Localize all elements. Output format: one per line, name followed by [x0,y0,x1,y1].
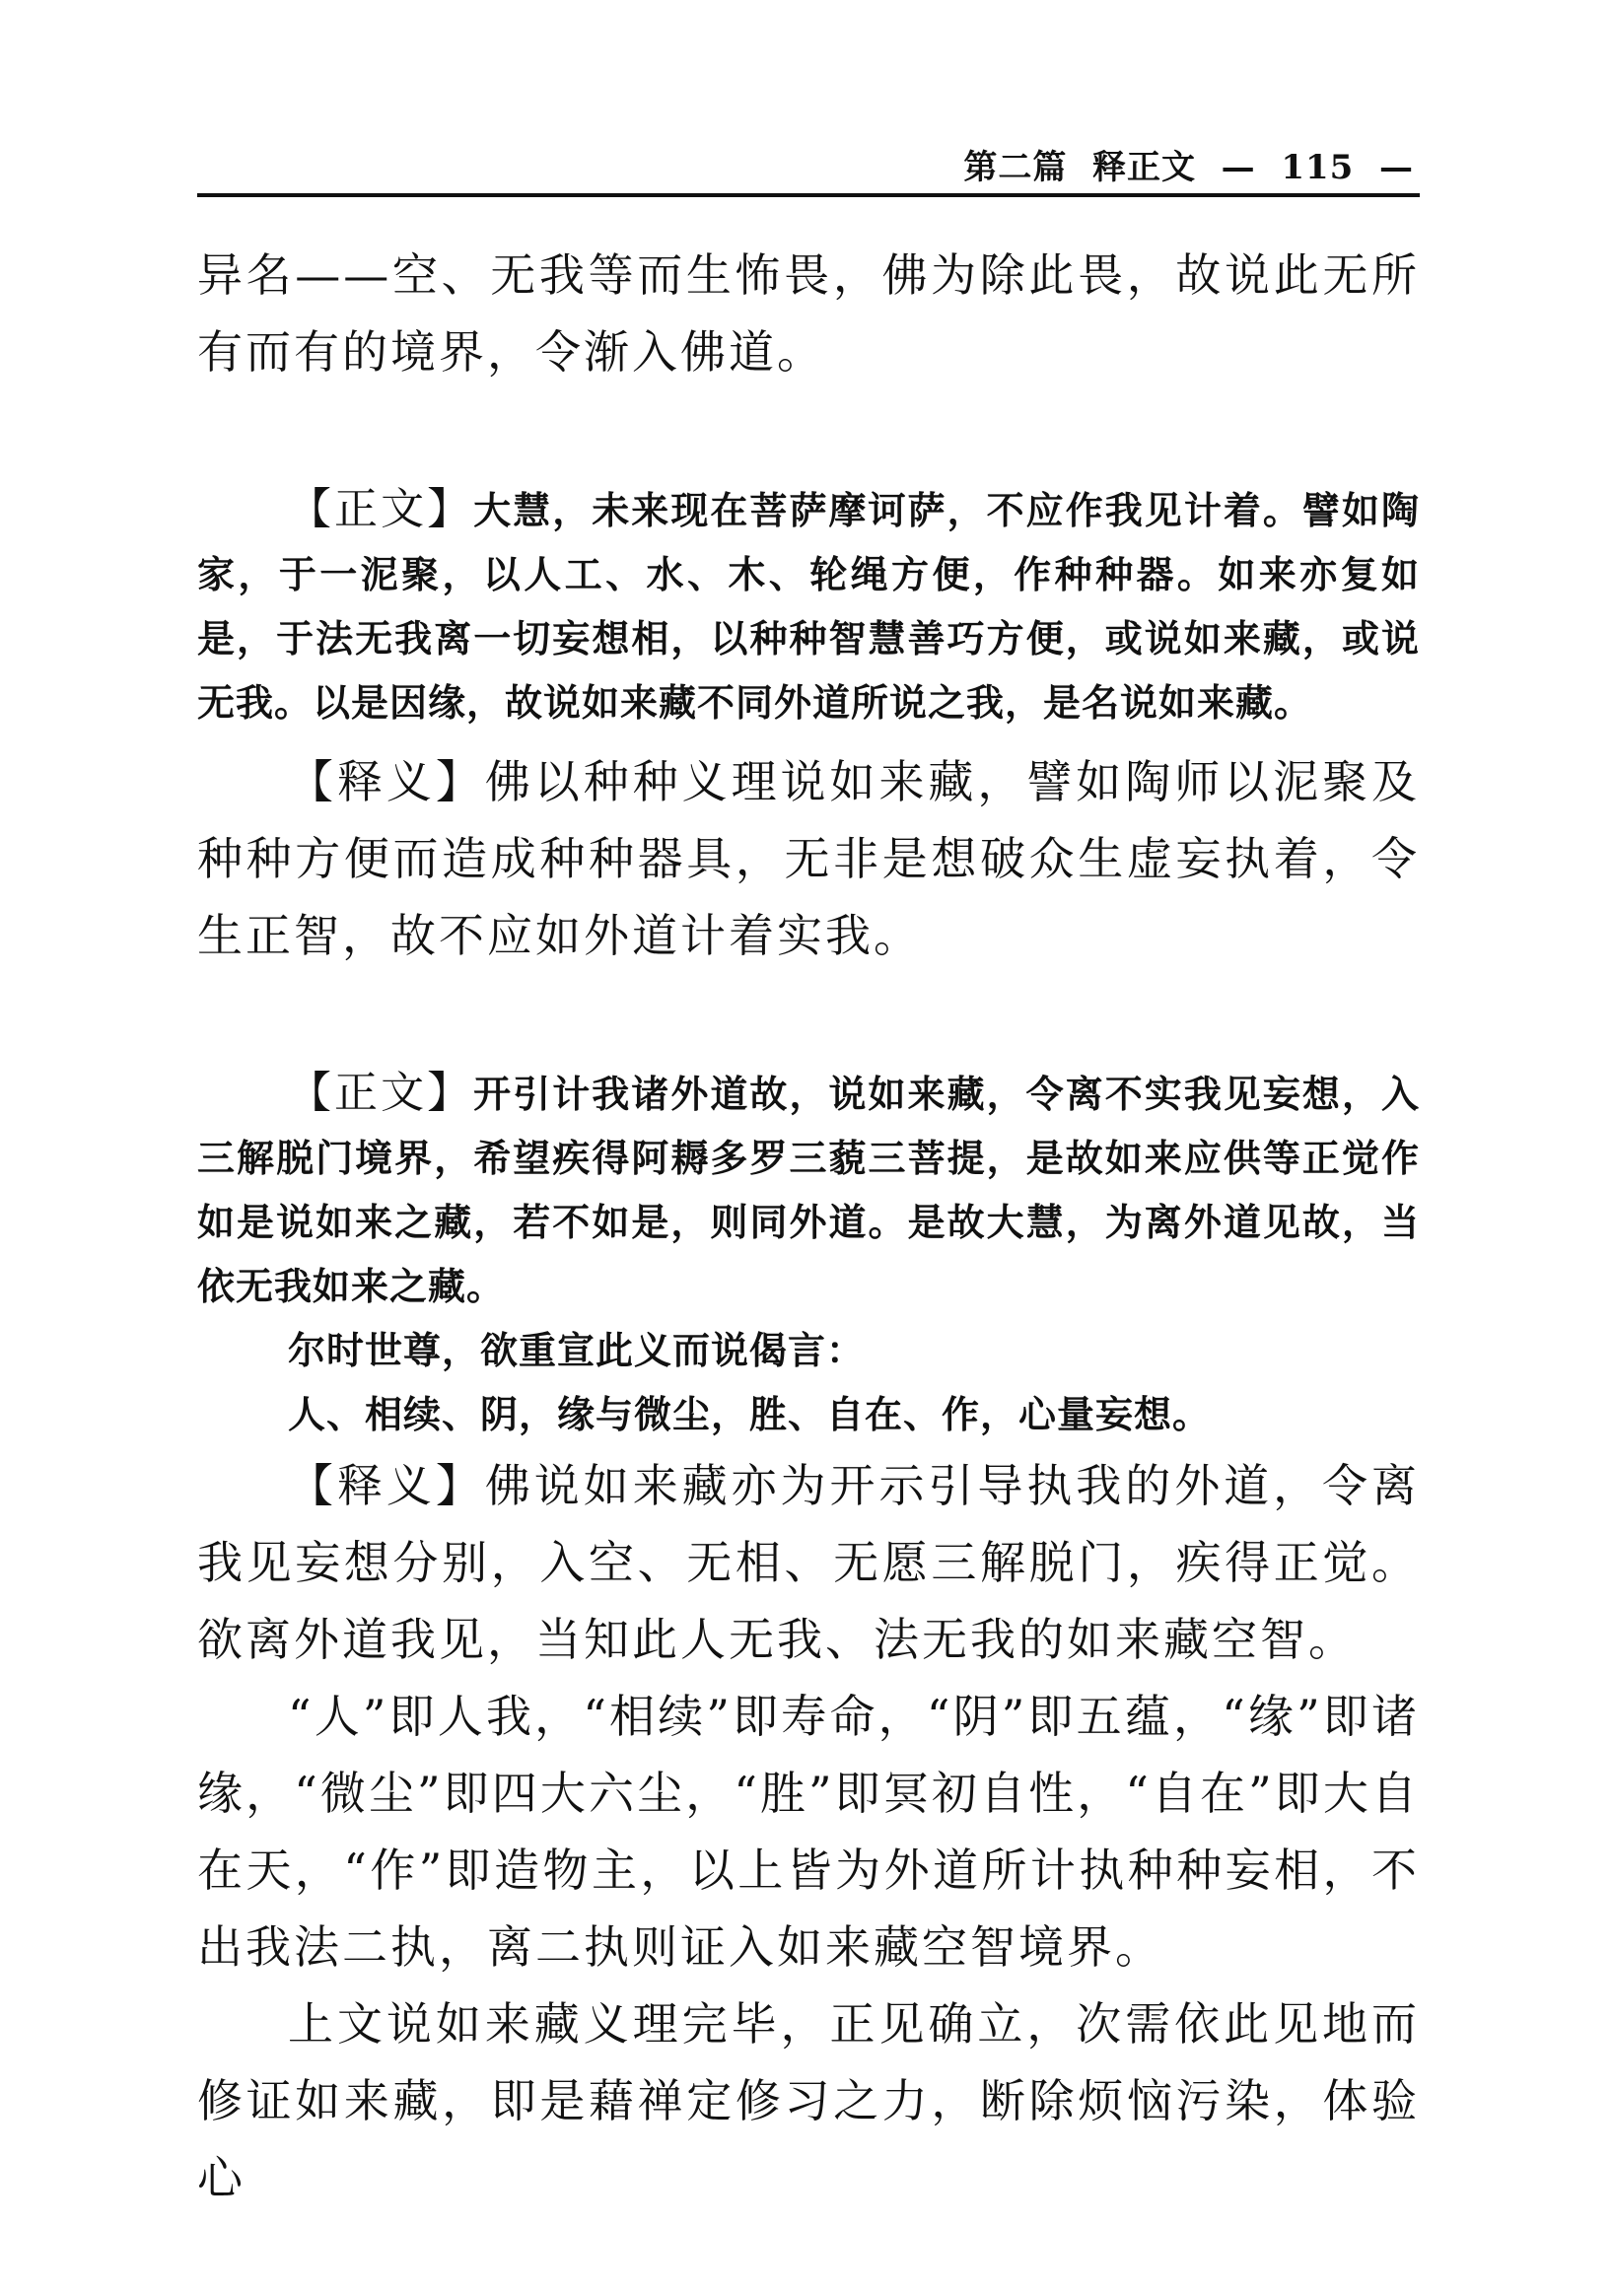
running-title: 第二篇 释正文 — 115 — [963,148,1414,187]
running-header [197,146,1420,197]
verse-line: 人、相续、阴，缘与微尘，胜、自在、作，心量妄想。 [288,1393,1212,1436]
commentary-label: 【释义】 [288,1459,485,1512]
intro-block [197,237,1420,390]
intro-paragraph: 异名——空、无我等而生怖畏，佛为除此畏，故说此无所有而有的境界，令渐入佛道。 [197,248,1420,379]
page-content [197,237,1420,2216]
commentary-text: 佛以种种义理说如来藏，譬如陶师以泥聚及种种方便而造成种种器具，无非是想破众生虚妄执着，令生正智，故不应如外道计着实我。 [197,755,1421,962]
commentary-label: 【释义】 [288,755,485,808]
sutra-paragraph [197,477,1420,735]
commentary-text: 佛说如来藏亦为开示引导执我的外道，令离我见妄想分别，入空、无相、无愿三解脱门，疾得正觉。欲离外道我见，当知此人无我、法无我的如来藏空智。 [197,1459,1421,1666]
commentary-paragraph: “人”即人我，“相续”即寿命，“阴”即五蕴，“缘”即诸缘，“微尘”即四大六尘，“胜”即冥初自性，“自在”即大自在天，“作”即造物主，以上皆为外道所计执种种妄相，不出我法二执，离二执则证入如来藏空智境界。 [197,1690,1420,1974]
sutra-block-1 [197,477,1420,735]
section-spacer [197,974,1420,1061]
commentary-block-1 [197,743,1420,974]
section-spacer [197,390,1420,477]
sutra-text: 大慧，未来现在菩萨摩诃萨，不应作我见计着。譬如陶家，于一泥聚，以人工、水、木、轮绳方便，作种种器。如来亦复如是，于法无我离一切妄想相，以种种智慧善巧方便，或说如来藏，或说无我。以是因缘，故说如来藏不同外道所说之我，是名说如来藏。 [197,489,1420,725]
sutra-text: 开引计我诸外道故，说如来藏，令离不实我见妄想，入三解脱门境界，希望疾得阿耨多罗三藐三菩提，是故如来应供等正觉作如是说如来之藏，若不如是，则同外道。是故大慧，为离外道见故，当依无我如来之藏。 [197,1073,1420,1308]
commentary-paragraph [197,743,1420,974]
commentary-block-2 [197,1447,1420,2216]
sutra-block-2 [197,1061,1420,1447]
sutra-label: 【正文】 [288,1068,474,1118]
sutra-paragraph [197,1061,1420,1319]
commentary-paragraph [197,1447,1420,1678]
section-spacer [197,735,1420,743]
sutra-label: 【正文】 [288,484,474,534]
verse-intro: 尔时世尊，欲重宣此义而说偈言： [288,1329,866,1372]
commentary-paragraph: 上文说如来藏义理完毕，正见确立，次需依此见地而修证如来藏，即是藉禅定修习之力，断除烦恼污染，体验心 [197,1997,1420,2204]
